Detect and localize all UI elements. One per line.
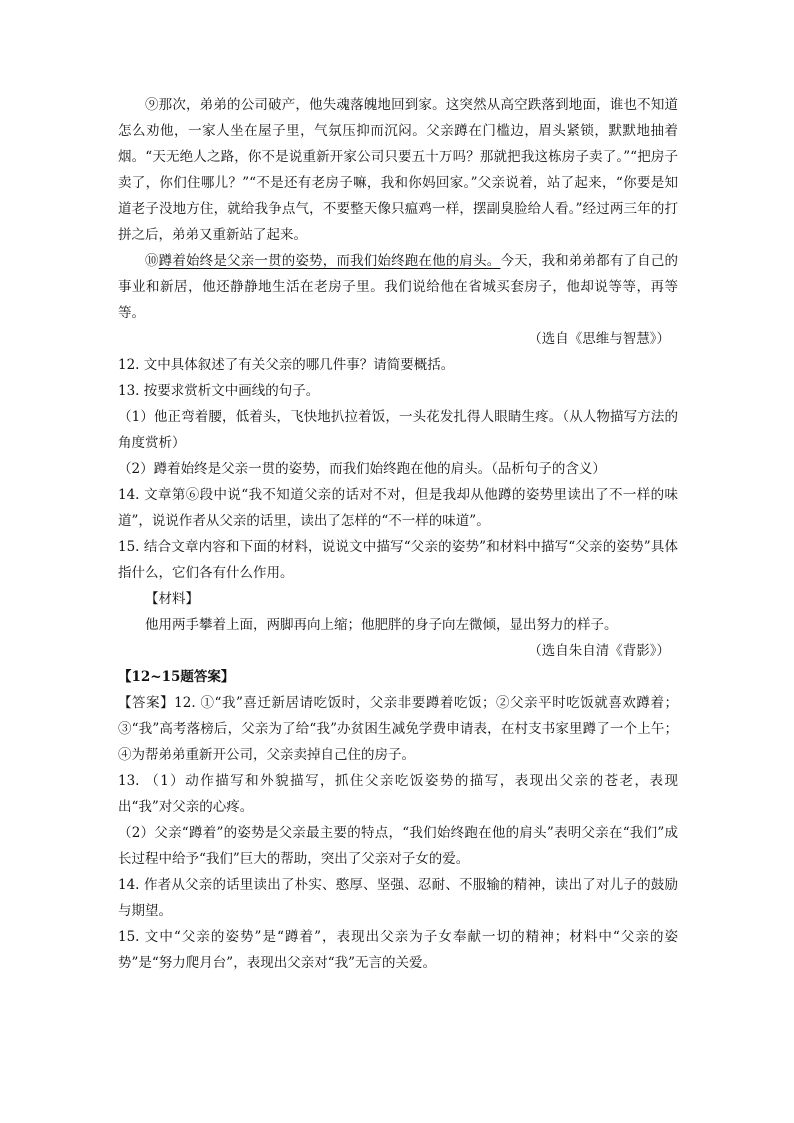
material-text: 他用两手攀着上面，两脚再向上缩；他肥胖的身子向左微倾，显出努力的样子。	[145, 617, 618, 633]
answer-13-part-1: 13. （1）动作描写和外貌描写，抓住父亲吃饭姿势的描写，表现出父亲的苍老，表现出“我”对父亲的心疼。	[118, 773, 678, 815]
question-12: 12. 文中具体叙述了有关父亲的哪几件事？请简要概括。	[118, 357, 455, 373]
question-13-part-1: （1）他正弯着腰，低着头，飞快地扒拉着饭，一头花发扎得人眼睛生疼。（从人物描写方法的角度赏析）	[118, 409, 678, 451]
answers-header: 【12~15题答案】	[118, 669, 235, 685]
answer-13-part-2: （2）父亲“蹲着”的姿势是父亲最主要的特点，“我们始终跑在他的肩头”表明父亲在“我们”成长过程中给予“我们”巨大的帮助，突出了父亲对子女的爱。	[118, 825, 678, 867]
material-title: 【材料】	[145, 591, 199, 607]
source-citation-1: （选自《思维与智慧》）	[528, 331, 670, 347]
question-13-part-2: （2）蹲着始终是父亲一贯的姿势，而我们始终跑在他的肩头。（品析句子的含义）	[118, 461, 606, 477]
paragraph-10-number: ⑩	[145, 253, 159, 269]
source-citation-2: （选自朱自清《背影》）	[528, 643, 670, 659]
underlined-sentence: 蹲着始终是父亲一贯的姿势，而我们始终跑在他的肩头。	[158, 253, 501, 269]
paragraph-9: ⑨那次，弟弟的公司破产，他失魂落魄地回到家。这突然从高空跌落到地面，谁也不知道怎么劝他，一家人坐在屋子里，气氛压抑而沉闷。父亲蹲在门槛边，眉头紧锁，默默地抽着烟。“天无绝人之路，你不是说重新开家公司只要五十万吗？那就把我这栋房子卖了。”“把房子卖了，你们住哪儿？”“不是还有老房子嘛，我和你妈回家。”父亲说着，站了起来，“你要是知道老子没地方住，就给我争点气，不要整天像只瘟鸡一样，摆副臭脸给人看。”经过两三年的打拼之后，弟弟又重新站了起来。	[118, 97, 678, 243]
question-14: 14. 文章第⑥段中说“我不知道父亲的话对不对，但是我却从他蹲的姿势里读出了不一样的味道”，说说作者从父亲的话里，读出了怎样的“不一样的味道”。	[118, 487, 678, 529]
paragraph-10-rest: 今天，我和弟弟都有了自己的事业和新居，他还静静地生活在老房子里。我们说给他在省城买套房子，他却说等等，再等等。	[118, 253, 679, 321]
answer-14: 14. 作者从父亲的话里读出了朴实、憨厚、坚强、忍耐、不服输的精神，读出了对儿子的鼓励与期望。	[118, 877, 678, 919]
question-15: 15. 结合文章内容和下面的材料，说说文中描写“父亲的姿势”和材料中描写“父亲的姿势”具体指什么，它们各有什么作用。	[118, 539, 678, 581]
answer-15: 15. 文中“父亲的姿势”是“蹲着”，表现出父亲为子女奉献一切的精神；材料中“父亲的姿势”是“努力爬月台”，表现出父亲对“我”无言的关爱。	[118, 929, 678, 971]
paragraph-10	[118, 248, 678, 326]
question-13: 13. 按要求赏析文中画线的句子。	[118, 383, 320, 399]
answer-12: 【答案】12. ①“我”喜迁新居请吃饭时，父亲非要蹲着吃饭；②父亲平时吃饭就喜欢蹲着；③“我”高考落榜后，父亲为了给“我”办贫困生减免学费申请表，在村支书家里蹲了一个上午；④为帮弟弟重新开公司，父亲卖掉自己住的房子。	[118, 695, 678, 763]
document-content	[118, 92, 678, 976]
